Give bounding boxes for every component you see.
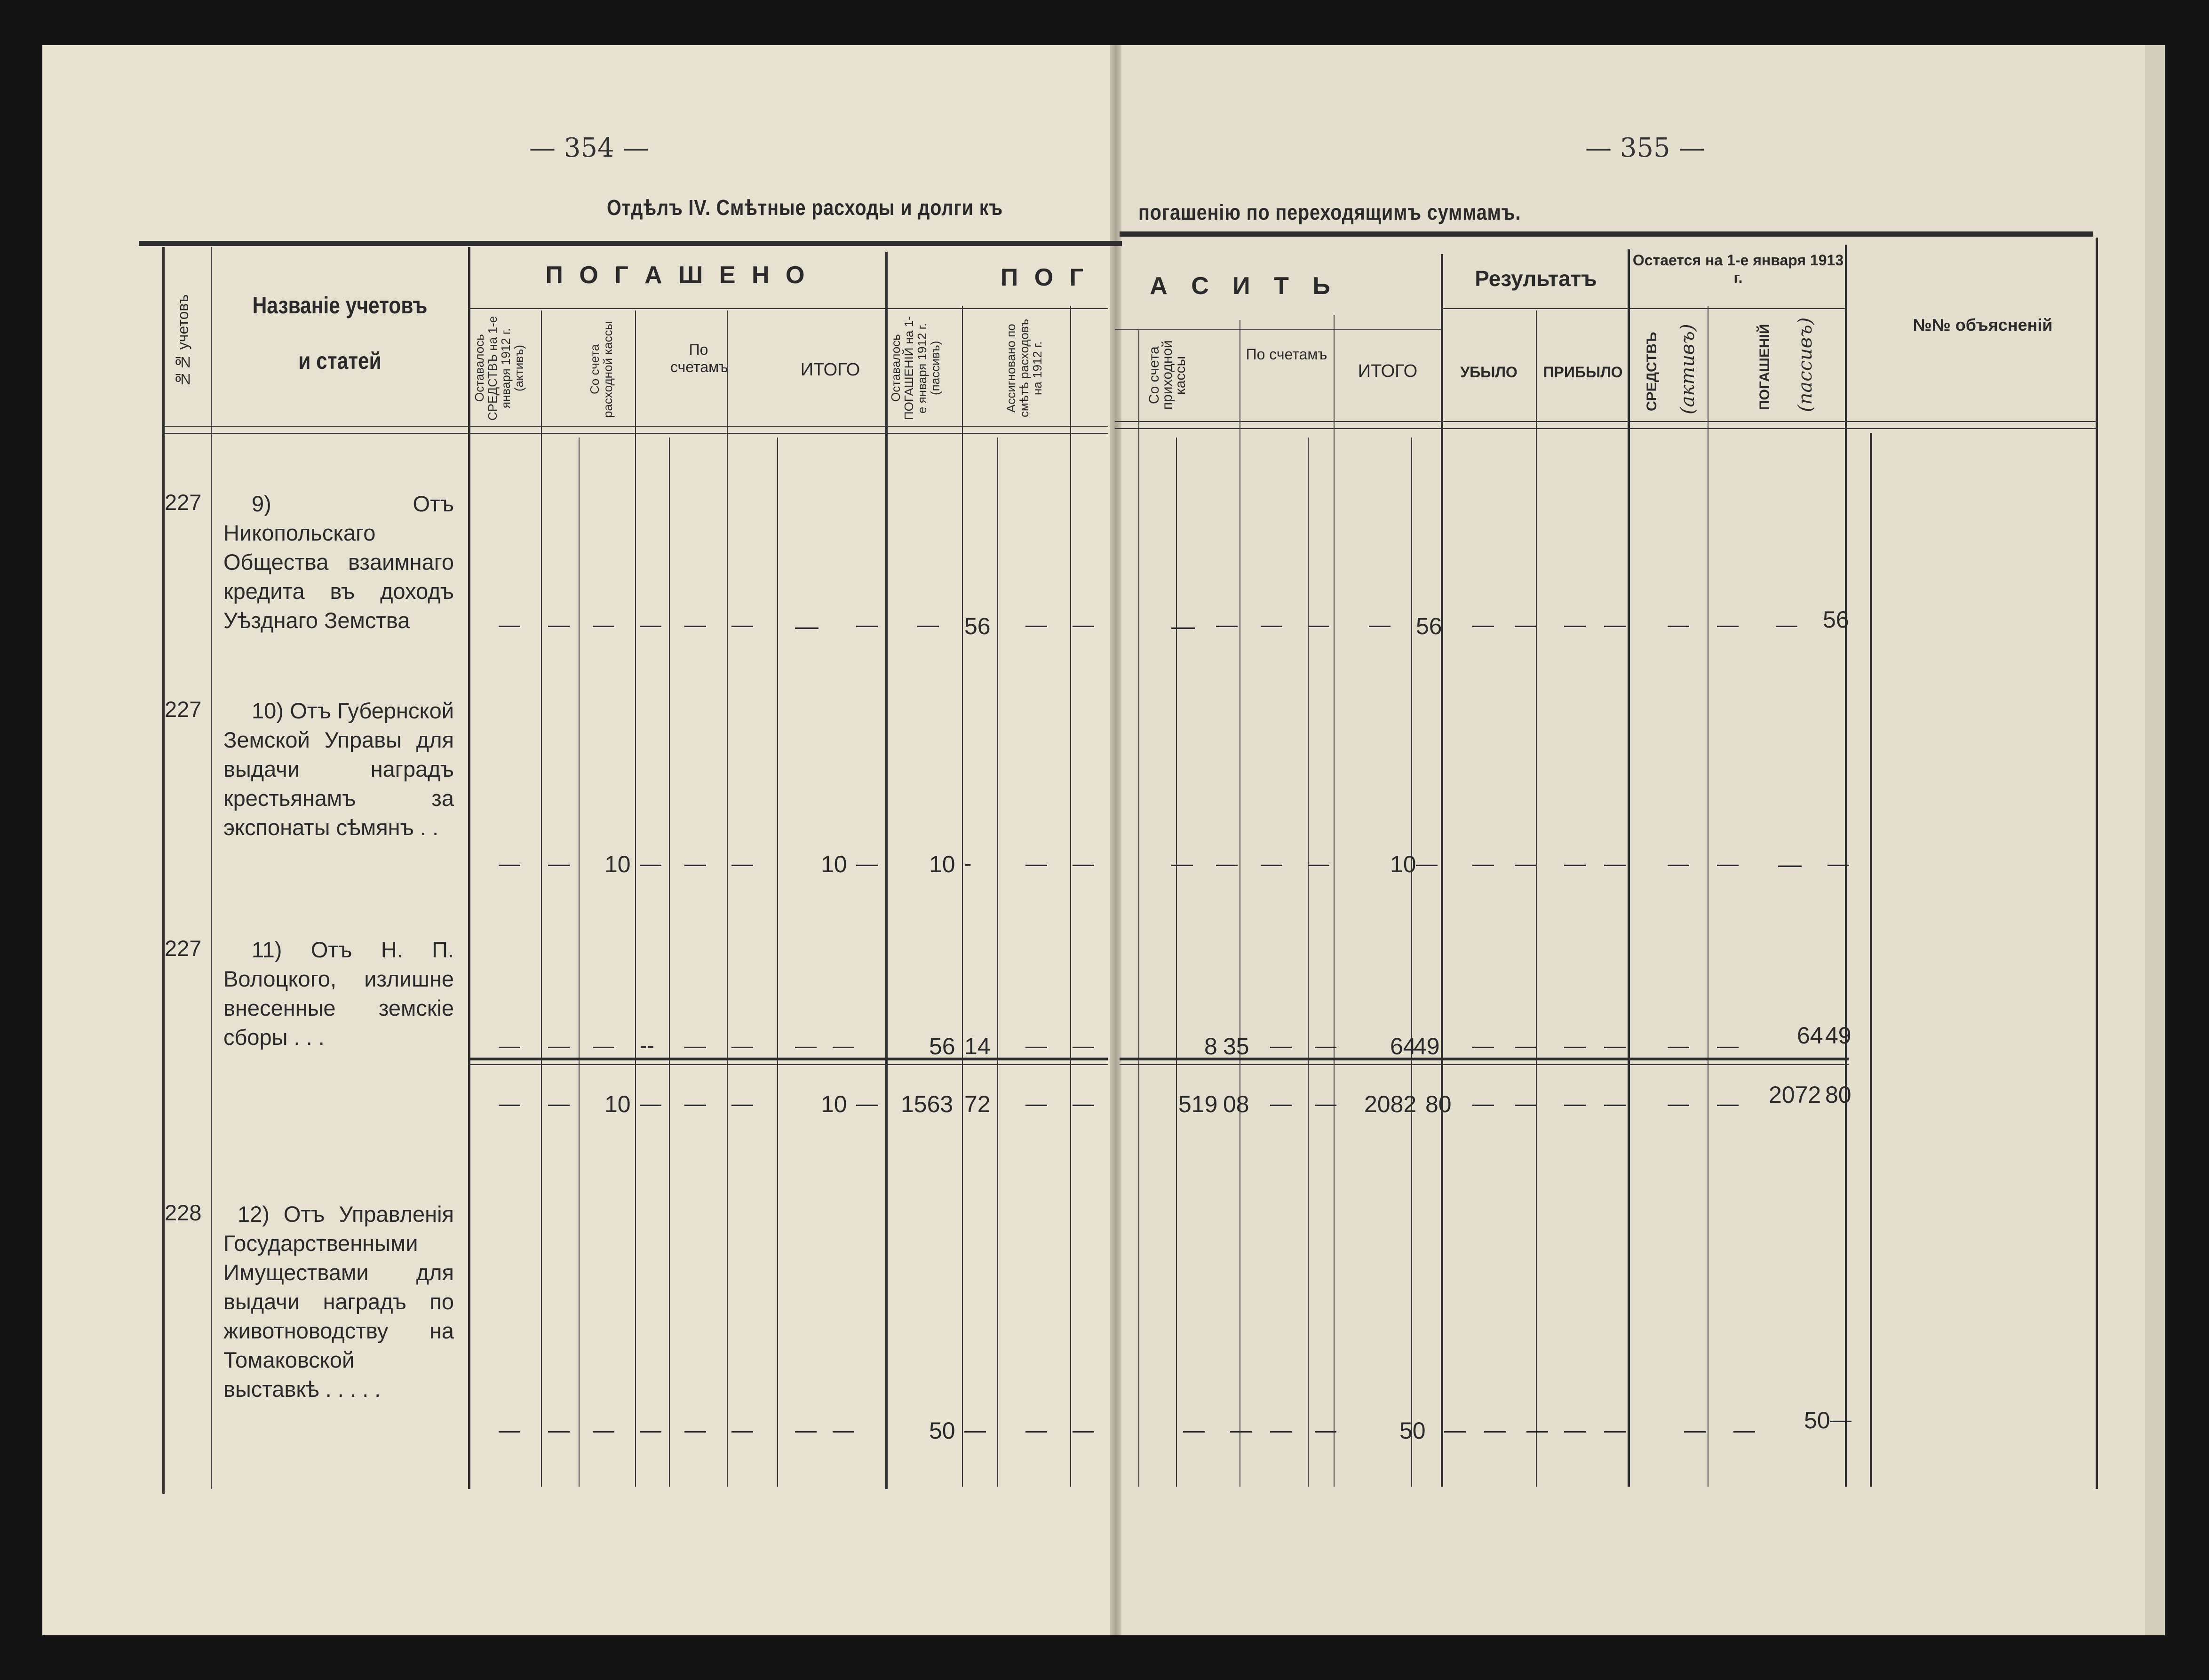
rule	[1308, 438, 1309, 1487]
dash: —	[499, 1091, 520, 1115]
dash: —	[1216, 851, 1238, 876]
dash: —	[1564, 612, 1586, 637]
dash: —	[1261, 851, 1282, 876]
row-3-income-right: 8	[1204, 1033, 1217, 1059]
subtotal-debt-left-kop: 72	[964, 1091, 991, 1117]
dash: —	[1472, 851, 1494, 876]
dash: —	[499, 1033, 520, 1058]
col-header-name-1: Названіе учетовъ	[252, 292, 428, 318]
col-header-lost: УБЫЛО	[1460, 364, 1518, 381]
dash: —	[1472, 1033, 1494, 1058]
rule	[997, 438, 998, 1487]
dash: —	[1604, 1091, 1626, 1115]
dash: —	[593, 1417, 614, 1442]
dash: —	[548, 612, 570, 637]
dash: —	[833, 1033, 854, 1058]
rule	[669, 438, 670, 1487]
rule	[1115, 428, 2098, 429]
group-header-to-pay-a: П О Г	[1000, 264, 1089, 291]
dash: —	[1270, 1033, 1292, 1058]
dash: —	[1369, 612, 1391, 637]
dash: —	[640, 1417, 661, 1442]
dash: —	[1604, 1033, 1626, 1058]
dash: —	[1472, 1091, 1494, 1115]
dash: —	[1183, 1417, 1205, 1442]
dash: —	[1171, 851, 1193, 876]
group-header-to-pay-b: А С И Т Ь	[1150, 272, 1339, 300]
dash: —	[1472, 612, 1494, 637]
page-number-left: — 354 —	[529, 133, 649, 163]
dash: —	[684, 851, 706, 876]
group-header-paid: П О Г А Ш Е Н О	[545, 262, 810, 289]
dash: —	[917, 612, 939, 637]
dash: —	[1073, 1033, 1094, 1058]
rule	[1628, 249, 1630, 1487]
row-3-income-right-kop: 35	[1223, 1033, 1249, 1059]
dash: —	[1830, 1407, 1851, 1432]
dash: —	[1564, 1033, 1586, 1058]
rule	[1115, 421, 2098, 422]
rule	[162, 433, 1108, 434]
row-3-debt-left: 56	[929, 1033, 955, 1059]
rule	[468, 1064, 1108, 1065]
subtotal-payments-right-kop: 80	[1825, 1082, 1851, 1108]
subtotal-total-right-kop: 80	[1425, 1091, 1452, 1117]
row-5-debt-left: 50	[929, 1417, 955, 1444]
row-2-total-left: 10	[821, 851, 847, 877]
rule	[1115, 329, 1442, 330]
dash: —	[1668, 851, 1689, 876]
col-header-payments-note: (пассивъ)	[1795, 317, 1816, 412]
col-header-assets-note: (активъ)	[1677, 324, 1699, 415]
dash: —	[548, 1091, 570, 1115]
row-3-debt-left-kop: 14	[964, 1033, 991, 1059]
dash: —	[640, 851, 661, 876]
rule	[885, 252, 888, 1489]
dash: —	[593, 612, 614, 637]
rule	[1441, 308, 1845, 309]
dash: —	[1315, 1417, 1336, 1442]
dash: —	[1604, 612, 1626, 637]
page-number-right: — 355 —	[1585, 133, 1705, 163]
dash: —	[640, 612, 661, 637]
row-3-payments-right-kop: 49	[1825, 1022, 1851, 1049]
rule	[579, 438, 580, 1487]
dash: -	[964, 851, 972, 876]
row-2-debt-left: 10	[929, 851, 955, 877]
dash: —	[1484, 1417, 1506, 1442]
row-1-income-right: —	[1171, 613, 1195, 639]
rule	[1138, 329, 1139, 1487]
row-2-account: 227	[165, 697, 202, 722]
dash: —	[548, 1033, 570, 1058]
col-header-accounts-l: По счетамъ	[670, 341, 729, 375]
dash: —	[1564, 851, 1586, 876]
heading-left: Отдѣлъ IV. Смѣтные расходы и долги къ	[607, 195, 1003, 220]
dash: —	[731, 1091, 753, 1115]
dash: —	[1308, 851, 1329, 876]
col-header-total-l: ИТОГО	[800, 360, 860, 380]
dash: —	[1025, 612, 1047, 637]
dash: —	[1073, 851, 1094, 876]
subtotal-total-right: 2082	[1364, 1091, 1417, 1117]
col-header-total-r: ИТОГО	[1358, 361, 1418, 381]
row-5-account: 228	[165, 1200, 202, 1225]
dash: —	[1604, 851, 1626, 876]
dash: —	[1025, 851, 1047, 876]
row-3-text: 11) Отъ Н. П. Волоцкого, излишне внесенные земскіе сборы . . .	[223, 937, 454, 1050]
subtotal-payments-right: 2072	[1769, 1082, 1821, 1108]
dash: —	[856, 1091, 878, 1115]
row-3-total-right-kop: 49	[1414, 1033, 1440, 1059]
frame-left	[162, 247, 165, 1494]
dash: —	[640, 1091, 661, 1115]
subtotal-cash-left: 10	[604, 1091, 631, 1117]
dash: —	[1733, 1417, 1755, 1442]
subtotal-income-right-kop: 08	[1223, 1091, 1249, 1117]
rule	[1120, 1064, 1849, 1065]
col-header-assigned: Ассигновано по смѣтѣ расходовъ на 1912 г.	[1004, 318, 1044, 418]
dash: —	[1717, 1091, 1739, 1115]
dash: —	[1776, 612, 1797, 637]
dash: —	[1073, 1417, 1094, 1442]
row-3-account: 227	[165, 936, 202, 961]
dash: —	[1717, 1033, 1739, 1058]
row-2-cash-left: 10	[604, 851, 631, 877]
group-header-result: Результатъ	[1475, 266, 1597, 291]
dash: —	[1261, 612, 1282, 637]
col-header-remained-assets: Оставалось СРЕДСТВЪ на 1-е января 1912 г. (активъ)	[472, 316, 526, 421]
rule	[1411, 438, 1412, 1487]
dash: —	[1216, 612, 1238, 637]
dash: —	[1444, 1417, 1466, 1442]
dash: —	[1668, 1033, 1689, 1058]
row-2-text: 10) Отъ Губернской Земской Управы для выдачи наградъ крестьянамъ за экспонаты сѣмянъ . .	[223, 698, 454, 840]
row-3-payments-right: 64	[1797, 1022, 1823, 1049]
dash: —	[833, 1417, 854, 1442]
rule	[1334, 315, 1335, 1487]
row-5-text: 12) Отъ Управленія Государственными Имуществами для выдачи наградъ по животноводству на Томаковской выставкѣ . . . . .	[223, 1202, 454, 1401]
dash: —	[548, 1417, 570, 1442]
dash: —	[499, 1417, 520, 1442]
dash: —	[1025, 1417, 1047, 1442]
col-header-cash: Со счета расходной кассы	[588, 321, 615, 418]
dash: —	[1270, 1417, 1292, 1442]
top-rule-right	[1120, 231, 2093, 237]
dash: —	[795, 1033, 817, 1058]
dash: —	[1025, 1033, 1047, 1058]
frame-right	[2096, 238, 2098, 1489]
dash: —	[1515, 612, 1536, 637]
subtotal-debt-left: 1563	[901, 1091, 954, 1117]
rule	[468, 308, 1108, 309]
dash: —	[684, 1091, 706, 1115]
row-5-payments-right: 50	[1804, 1407, 1830, 1433]
dash: —	[1564, 1091, 1586, 1115]
dash: —	[1717, 851, 1739, 876]
dash: —	[684, 612, 706, 637]
heading-right: погашенію по переходящимъ суммамъ.	[1138, 200, 1521, 224]
col-header-account: №№ учетовъ	[175, 294, 191, 388]
rule	[541, 311, 542, 1487]
dash: —	[856, 612, 878, 637]
dash: —	[731, 1033, 753, 1058]
rule	[1870, 433, 1872, 1487]
dash: —	[684, 1417, 706, 1442]
row-2-payments-right: —	[1778, 851, 1802, 877]
dash: —	[1073, 1091, 1094, 1115]
row-5-total-right: 50	[1399, 1417, 1426, 1444]
page-edge	[2145, 45, 2165, 1635]
dash: --	[640, 1033, 654, 1058]
dash: —	[1668, 1091, 1689, 1115]
rule	[635, 311, 636, 1487]
dash: —	[856, 851, 878, 876]
row-1-account: 227	[165, 490, 202, 515]
dash: —	[499, 851, 520, 876]
group-header-remain: Остается на 1-е января 1913 г.	[1632, 252, 1844, 286]
dash: —	[1416, 851, 1438, 876]
dash: —	[731, 1417, 753, 1442]
dash: —	[731, 851, 753, 876]
rule	[1536, 311, 1537, 1487]
subtotal-income-right: 519	[1178, 1091, 1218, 1117]
dash: —	[1073, 612, 1094, 637]
dash: —	[1564, 1417, 1586, 1442]
rule	[1441, 254, 1443, 1487]
rule	[727, 311, 728, 1487]
dash: —	[548, 851, 570, 876]
dash: —	[684, 1033, 706, 1058]
col-header-gained: ПРИБЫЛО	[1543, 364, 1623, 381]
dash: —	[1828, 851, 1849, 876]
dash: —	[1604, 1417, 1626, 1442]
dash: —	[593, 1033, 614, 1058]
col-header-income-cash: Со счета приходной кассы	[1146, 340, 1188, 410]
dash: —	[1270, 1091, 1292, 1115]
row-1-total-right: 56	[1416, 613, 1442, 639]
rule	[962, 306, 963, 1487]
dash: —	[1684, 1417, 1706, 1442]
row-1-total-left: —	[795, 613, 818, 639]
dash: —	[1515, 851, 1536, 876]
rule	[777, 438, 778, 1487]
col-header-payments: ПОГАШЕНІЙ	[1757, 324, 1772, 410]
dash: —	[795, 1417, 817, 1442]
dash: —	[731, 612, 753, 637]
col-header-remained-debts: Оставалось ПОГАШЕНІЙ на 1-е января 1912 г. (пассивъ)	[889, 316, 942, 420]
col-header-explain: №№ объясненій	[1913, 315, 2053, 334]
row-3-total-right: 64	[1390, 1033, 1416, 1059]
dash: —	[1315, 1091, 1336, 1115]
row-1-text: 9) Отъ Никопольскаго Общества взаимнаго кредита въ доходъ Уѣзднаго Земства	[223, 491, 454, 633]
col-header-accounts-r: По счетамъ	[1246, 346, 1327, 363]
dash: —	[964, 1417, 986, 1442]
dash: —	[1315, 1033, 1336, 1058]
subtotal-total-left: 10	[821, 1091, 847, 1117]
dash: —	[1717, 612, 1739, 637]
dash: —	[1515, 1091, 1536, 1115]
dash: —	[1668, 612, 1689, 637]
row-2-total-right: 10	[1390, 851, 1416, 877]
row-1-payments-right: 56	[1823, 606, 1849, 633]
dash: —	[1230, 1417, 1252, 1442]
col-header-assets: СРЕДСТВЪ	[1644, 332, 1660, 412]
dash: —	[499, 612, 520, 637]
col-header-name-2: и статей	[298, 348, 381, 374]
dash: —	[1515, 1033, 1536, 1058]
row-1-debt-left: 56	[964, 613, 991, 639]
dash: —	[1526, 1417, 1548, 1442]
rule	[1176, 438, 1177, 1487]
dash: —	[1308, 612, 1329, 637]
rule	[1070, 306, 1071, 1487]
top-rule-left	[139, 241, 1122, 246]
dash: —	[1025, 1091, 1047, 1115]
rule	[162, 426, 1108, 427]
